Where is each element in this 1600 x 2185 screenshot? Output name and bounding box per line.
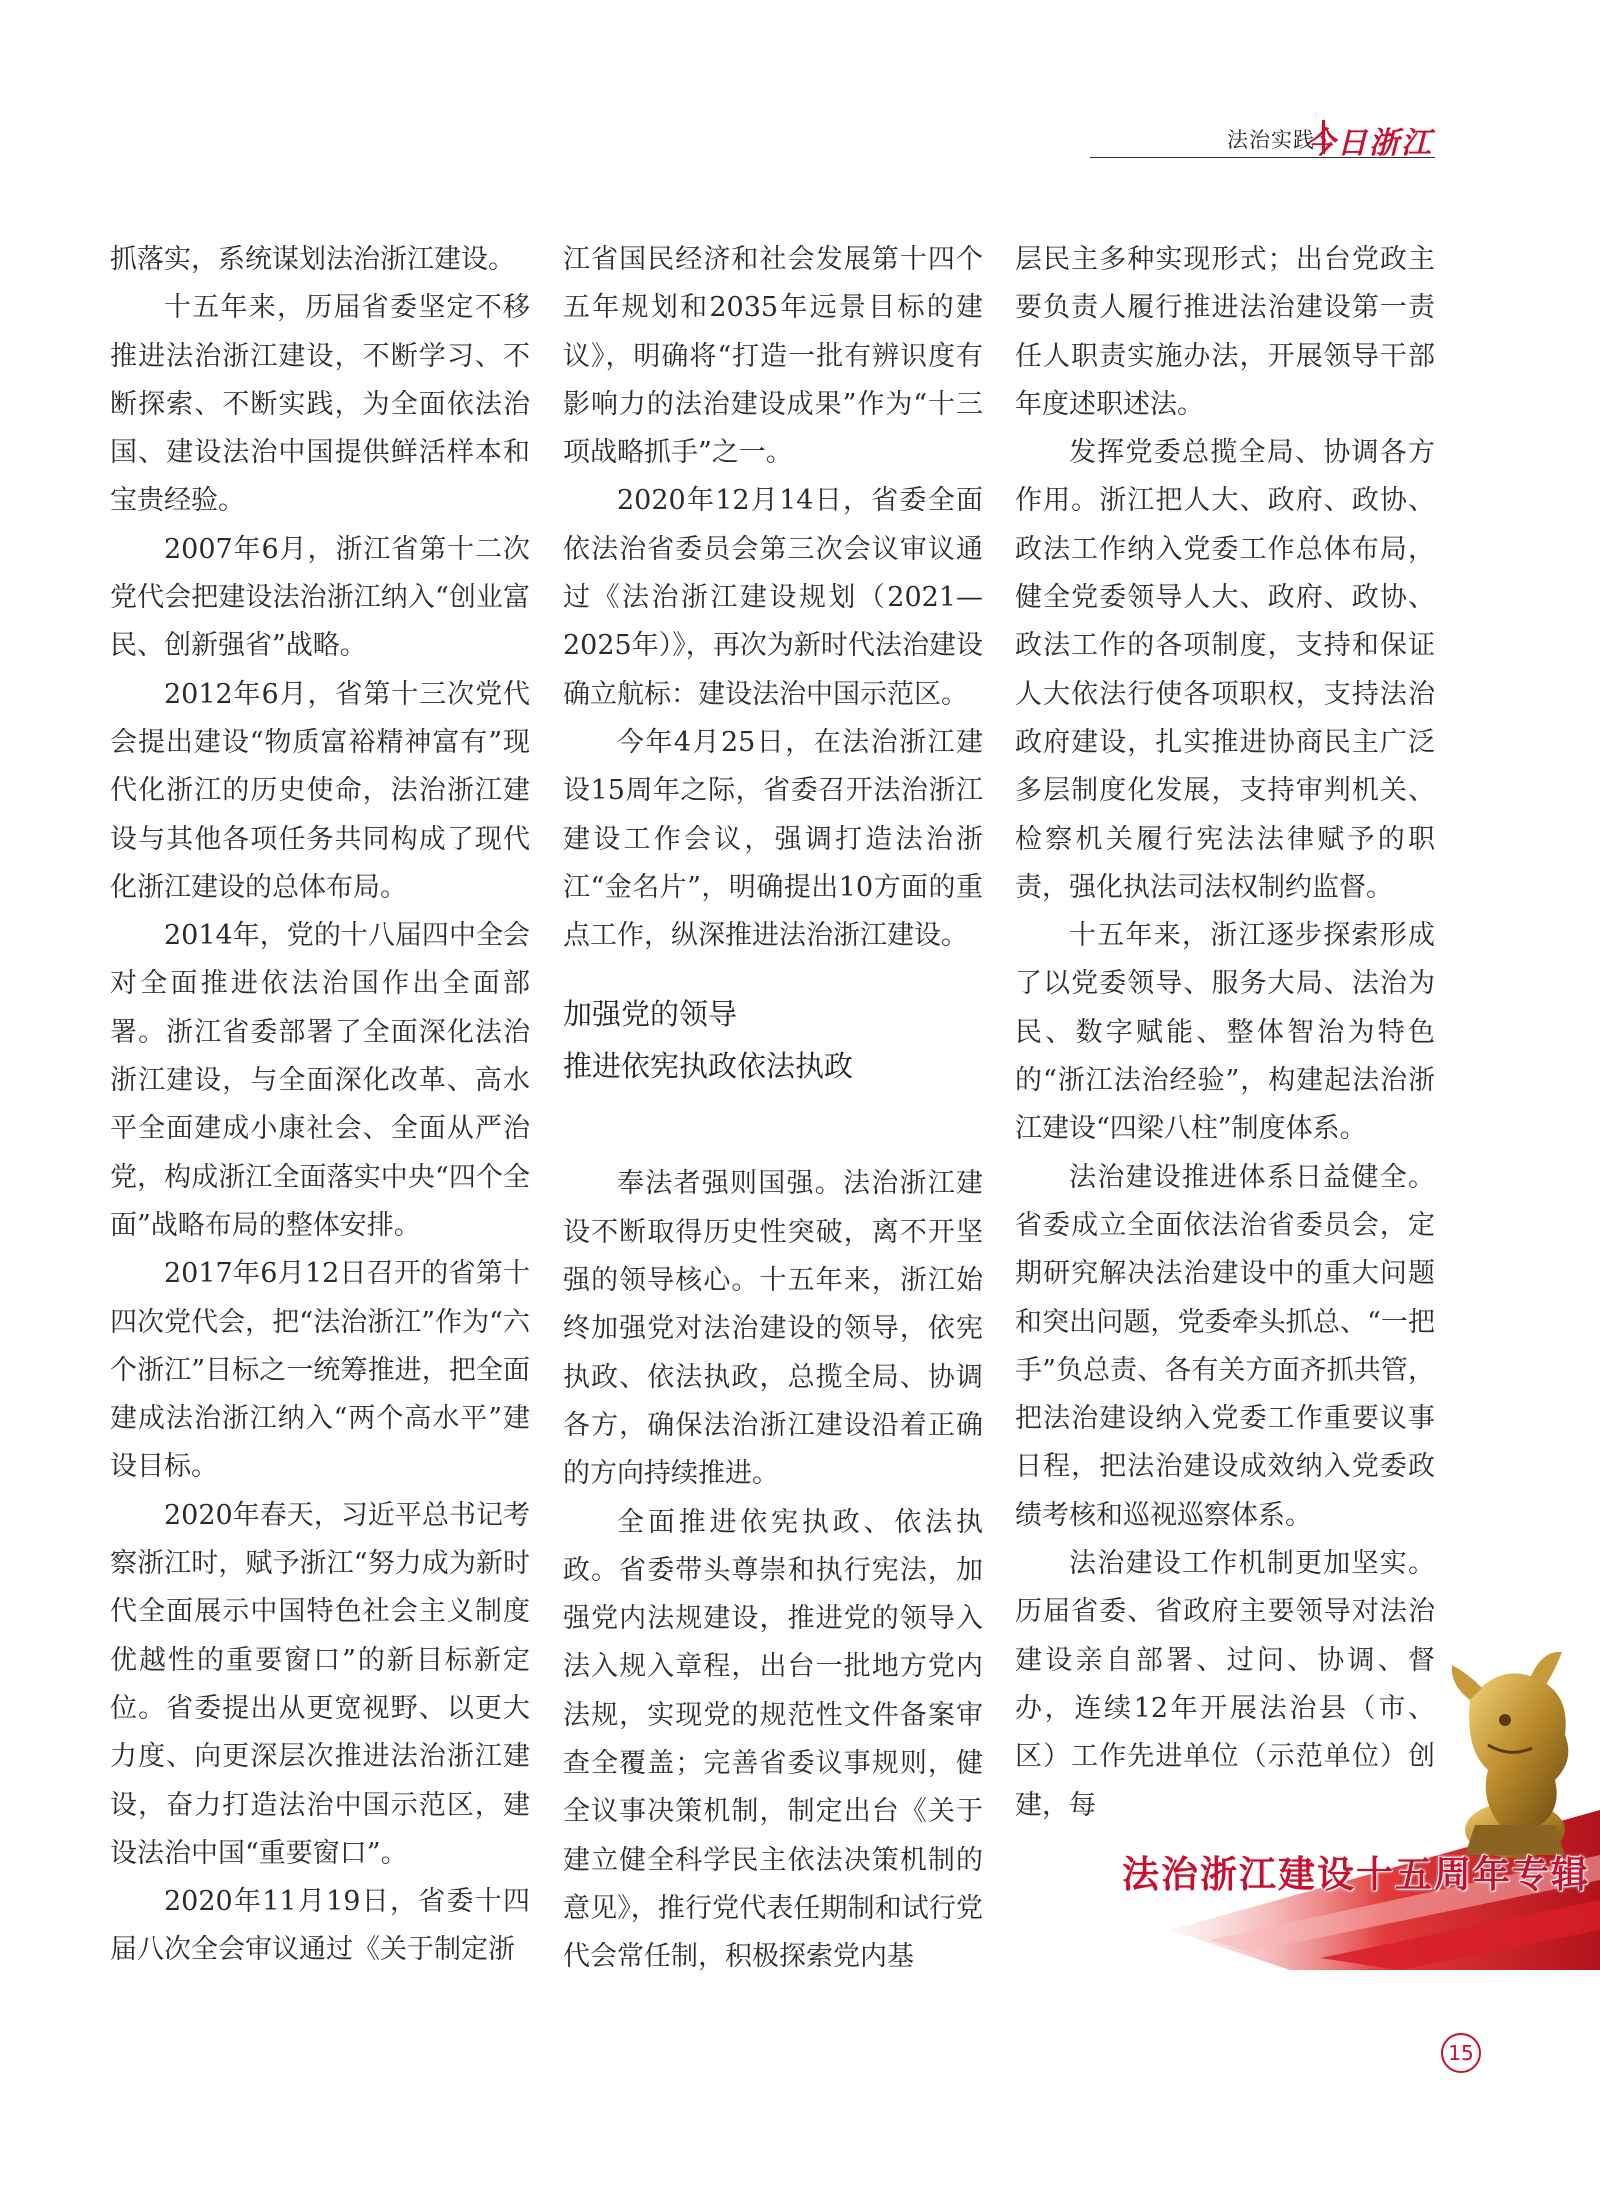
magazine-logo: 今日浙江 <box>1305 126 1433 161</box>
body-paragraph: 法治建设工作机制更加坚实。历届省委、省政府主要领导对法治建设亲自部署、过问、协调、督办，连续12年开展法治县（市、区）工作先进单位（示范单位）创建，每 <box>1015 1548 1435 1821</box>
section-title: 法治实践 <box>1227 128 1315 152</box>
body-paragraph: 全面推进依宪执政、依法执政。省委带头尊崇和执行宪法，加强党内法规建设，推进党的领导入法入规入章程，出台一批地方党内法规，实现党的规范性文件备案审查全覆盖；完善省委议事规则，健全议事决策机制，制定出台《关于建立健全科学民主依法决策机制的意见》，推行党代表任期制和试行党代会常任制，积极探索党内基 <box>563 1506 983 1973</box>
body-paragraph: 2007年6月，浙江省第十二次党代会把建设法治浙江纳入“创业富民、创新强省”战略。 <box>110 533 530 662</box>
body-paragraph: 今年4月25日，在法治浙江建设15周年之际，省委召开法治浙江建设工作会议，强调打造法治浙江“金名片”，明确提出10方面的重点工作，纵深推进法治浙江建设。 <box>563 726 983 952</box>
body-paragraph: 发挥党委总揽全局、协调各方作用。浙江把人大、政府、政协、政法工作纳入党委工作总体布局，健全党委领导人大、政府、政协、政法工作的各项制度，支持和保证人大依法行使各项职权，支持法治政府建设，扎实推进协商民主广泛多层制度化发展，支持审判机关、检察机关履行宪法法律赋予的职责，强化执法司法权制约监督。 <box>1015 437 1435 903</box>
body-paragraph: 2014年，党的十八届四中全会对全面推进依法治国作出全面部署。浙江省委部署了全面深化法治浙江建设，与全面深化改革、高水平全面建成小康社会、全面从严治党，构成浙江全面落实中央“四个全面”战略布局的整体安排。 <box>110 920 530 1241</box>
column-2 <box>563 236 983 1982</box>
body-paragraph: 法治建设推进体系日益健全。省委成立全面依法治省委员会，定期研究解决法治建设中的重大问题和突出问题，党委牵头抓总、“一把手”负总责、各有关方面齐抓共管，把法治建设纳入党委工作重要议事日程，把法治建设成效纳入党委政绩考核和巡视巡察体系。 <box>1015 1161 1435 1531</box>
page-header <box>1090 118 1435 161</box>
body-paragraph: 十五年来，浙江逐步探索形成了以党委领导、服务大局、法治为民、数字赋能、整体智治为特色的“浙江法治经验”，构建起法治浙江建设“四梁八柱”制度体系。 <box>1015 920 1435 1145</box>
body-paragraph: 2012年6月，省第十三次党代会提出建设“物质富裕精神富有”现代化浙江的历史使命，法治浙江建设与其他各项任务共同构成了现代化浙江建设的总体布局。 <box>110 678 530 903</box>
body-paragraph: 2020年11月19日，省委十四届八次全会审议通过《关于制定浙 <box>110 1886 530 1966</box>
body-paragraph: 江省国民经济和社会发展第十四个五年规划和2035年远景目标的建议》，明确将“打造一批有辨识度有影响力的法治建设成果”作为“十三项战略抓手”之一。 <box>563 244 983 469</box>
body-paragraph: 2020年12月14日，省委全面依法治省委员会第三次会议审议通过《法治浙江建设规划（2021—2025年）》，再次为新时代法治建设确立航标：建设法治中国示范区。 <box>563 485 983 710</box>
section-heading-line2: 推进依宪执政依法执政 <box>563 1049 854 1084</box>
section-heading <box>563 988 983 1092</box>
body-paragraph: 2017年6月12日召开的省第十四次党代会，把“法治浙江”作为“六个浙江”目标之一统筹推进，把全面建成法治浙江纳入“两个高水平”建设目标。 <box>110 1258 530 1483</box>
feature-banner <box>1122 1640 1600 1970</box>
section-heading-line1: 加强党的领导 <box>563 997 738 1032</box>
column-1 <box>110 236 530 1975</box>
body-paragraph: 层民主多种实现形式；出台党政主要负责人履行推进法治建设第一责任人职责实施办法，开展领导干部年度述职述法。 <box>1015 244 1435 420</box>
body-paragraph: 2020年春天，习近平总书记考察浙江时，赋予浙江“努力成为新时代全面展示中国特色社会主义制度优越性的重要窗口”的新目标新定位。省委提出从更宽视野、以更大力度、向更深层次推进法治浙江建设，奋力打造法治中国示范区，建设法治中国“重要窗口”。 <box>110 1499 530 1869</box>
body-paragraph: 抓落实，系统谋划法治浙江建设。 <box>110 244 515 275</box>
bronze-beast-statue-icon <box>1170 1640 1600 1970</box>
body-paragraph: 奉法者强则国强。法治浙江建设不断取得历史性突破，离不开坚强的领导核心。十五年来，浙江始终加强党对法治建设的领导，依宪执政、依法执政，总揽全局、协调各方，确保法治浙江建设沿着正确的方向持续推进。 <box>563 1168 983 1490</box>
banner-title: 法治浙江建设十五周年专辑 <box>1122 1853 1590 1896</box>
body-paragraph: 十五年来，历届省委坚定不移推进法治浙江建设，不断学习、不断探索、不断实践，为全面依法治国、建设法治中国提供鲜活样本和宝贵经验。 <box>110 292 530 517</box>
page-number: 15 <box>1441 2033 1481 2073</box>
column-3 <box>1015 236 1435 1830</box>
header-rule <box>1090 157 1435 158</box>
